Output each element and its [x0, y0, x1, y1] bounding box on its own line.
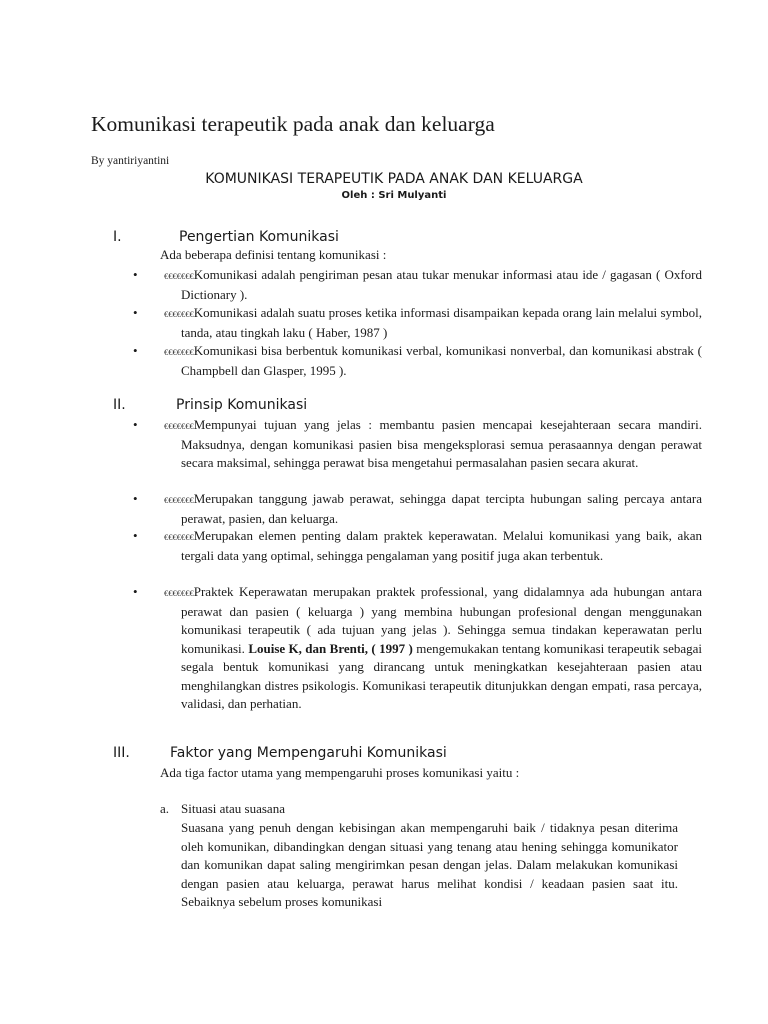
item-label: a.	[160, 801, 170, 816]
citation: Louise K, dan Brenti, ( 1997 )	[248, 640, 413, 656]
bullet-item: • €€€€€€€Merupakan tanggung jawab perawat, sehingga dapat tercipta hubungan saling percaya antara perawat, pasien, dan keluarga.	[133, 491, 702, 526]
bullet-item: • €€€€€€€Komunikasi adalah pengiriman pesan atau tukar menukar informasi atau ide / gagasan ( Oxford Dictionary ).	[133, 267, 702, 302]
section-title: Pengertian Komunikasi	[179, 229, 339, 245]
bullet-marker: €€€€€€€	[164, 309, 194, 319]
bullet-dot: •	[133, 267, 138, 282]
item-title: Situasi atau suasana	[181, 801, 285, 816]
bullet-dot: •	[133, 343, 138, 358]
main-heading: KOMUNIKASI TERAPEUTIK PADA ANAK DAN KELUARGA	[205, 171, 583, 187]
bullet-dot: •	[133, 584, 138, 599]
bullet-item: • €€€€€€€Komunikasi bisa berbentuk komunikasi verbal, komunikasi nonverbal, dan komunikasi abstrak ( Champbell dan Glasper, 1995 ).	[133, 343, 702, 378]
bullet-dot: •	[133, 305, 138, 320]
bullet-marker: €€€€€€€	[164, 271, 194, 281]
bullet-dot: •	[133, 417, 138, 432]
bullet-marker: €€€€€€€	[164, 588, 194, 598]
bullet-item: • €€€€€€€Komunikasi adalah suatu proses ketika informasi disampaikan kepada orang lain melalui symbol, tanda, atau tingkah laku ( Haber, 1987 )	[133, 305, 702, 340]
author-line: Oleh : Sri Mulyanti	[341, 190, 447, 201]
bullet-item: • €€€€€€€Mempunyai tujuan yang jelas : membantu pasien mencapai kesejahteraan secara mandiri. Maksudnya, dengan komunikasi pasien bisa mengeksplorasi semua perasaannya dengan perawat secara maksimal, sehingga perawat bisa mengetahui permasalahan pasien secara akurat.	[133, 417, 702, 470]
bullet-dot: •	[133, 491, 138, 506]
section-title: Faktor yang Mempengaruhi Komunikasi	[170, 745, 447, 761]
bullet-marker: €€€€€€€	[164, 495, 194, 505]
section-number: I.	[113, 229, 122, 245]
bullet-marker: €€€€€€€	[164, 421, 194, 431]
section-title: Prinsip Komunikasi	[176, 397, 308, 413]
bullet-dot: •	[133, 528, 138, 543]
section-intro: Ada tiga factor utama yang mempengaruhi proses komunikasi yaitu :	[160, 765, 520, 780]
section-number: III.	[113, 745, 130, 761]
document-title: Komunikasi terapeutik pada anak dan keluarga	[91, 112, 495, 136]
item-paragraph: Suasana yang penuh dengan kebisingan akan mempengaruhi baik / tidaknya pesan diterima oleh komunikan, dibandingkan dengan situasi yang tenang atau hening sehingga komunikator dan komunikan dapat saling mengirimkan pesan dengan jelas. Dalam melakukan komunikasi dengan pasien atau keluarga, perawat harus melihat kondisi / keadaan pasien saat itu. Sebaiknya sebelum proses komunikasi	[181, 820, 678, 909]
bullet-marker: €€€€€€€	[164, 347, 194, 357]
section-number: II.	[113, 397, 126, 413]
bullet-item: • €€€€€€€Merupakan elemen penting dalam praktek keperawatan. Melalui komunikasi yang baik, akan tergali data yang optimal, sehingga pengalaman yang positif juga akan terbentuk.	[133, 528, 702, 563]
bullet-item: • €€€€€€€Praktek Keperawatan merupakan praktek professional, yang didalamnya ada hubungan antara perawat dan pasien ( keluarga ) yang membina hubungan profesional dengan menggunakan komunikasi terapeutik ( ada tujuan yang jelas ). Sehingga semua tindakan keperawatan perlu komunikasi. Louise K, dan Brenti, ( 1997 ) mengemukakan tentang komunikasi terapeutik sebagai segala bentuk komunikasi yang dirancang untuk meningkatkan kesejahteraan pasien atau menghilangkan distres psikologis. Komunikasi terapeutik ditunjukkan dengan empati, rasa percaya, validasi, dan perhatian.	[133, 584, 703, 711]
section-intro: Ada beberapa definisi tentang komunikasi :	[160, 247, 387, 262]
bullet-marker: €€€€€€€	[164, 532, 194, 542]
byline[interactable]: By yantiriyantini	[91, 155, 170, 167]
